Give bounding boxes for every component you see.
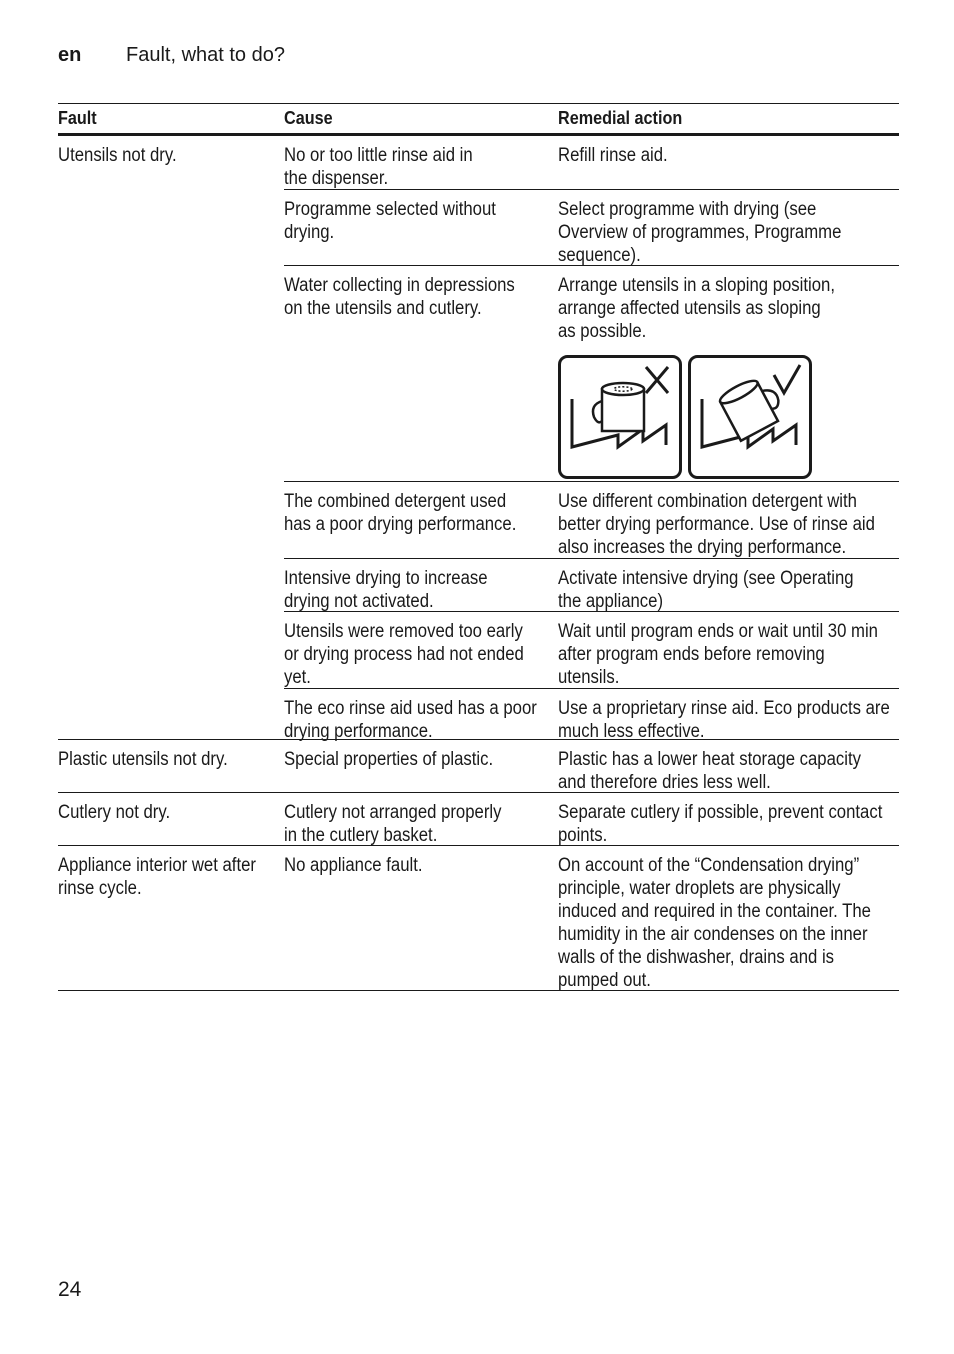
remedy-text: Arrange utensils in a sloping position, arrange affected utensils as sloping as possible. <box>558 275 835 342</box>
column-header-fault: Fault <box>58 108 97 128</box>
table-row <box>284 189 899 265</box>
table-row <box>284 688 899 742</box>
cause-cell: Cutlery not arranged properly in the cutlery basket. <box>284 802 502 846</box>
fault-cell: Utensils not dry. <box>58 145 177 166</box>
fault-table <box>58 103 899 991</box>
page-number: 24 <box>58 1278 82 1301</box>
table-row <box>284 481 899 558</box>
correct-cup-placement-icon <box>688 355 812 479</box>
column-header-remedial-action: Remedial action <box>558 108 683 128</box>
remedy-cell: Use different combination detergent with better drying performance. Use of rinse aid also increases the drying performance. <box>558 491 875 558</box>
table-row <box>284 793 899 845</box>
cause-cell: The eco rinse aid used has a poor drying performance. <box>284 698 537 742</box>
fault-cell: Cutlery not dry. <box>58 802 171 823</box>
cause-list <box>284 793 899 845</box>
cause-cell: No appliance fault. <box>284 855 423 876</box>
fault-group <box>58 846 899 991</box>
cause-list <box>284 740 899 792</box>
cause-cell: Special properties of plastic. <box>284 749 494 770</box>
section-title: Fault, what to do? <box>126 44 285 66</box>
fault-group <box>58 136 899 740</box>
remedy-cell-with-figures <box>558 274 899 475</box>
table-header <box>58 104 899 136</box>
remedy-cell: Refill rinse aid. <box>558 145 668 166</box>
remedy-cell: Activate intensive drying (see Operating the appliance) <box>558 568 854 612</box>
remedy-cell: Select programme with drying (see Overview of programmes, Programme sequence). <box>558 199 842 266</box>
table-row <box>284 136 899 189</box>
fault-cell: Plastic utensils not dry. <box>58 749 228 770</box>
table-row <box>284 740 899 792</box>
table-row <box>284 558 899 611</box>
cause-cell: Utensils were removed too early or drying process had not ended yet. <box>284 621 524 688</box>
page-header <box>58 44 285 67</box>
fault-group <box>58 793 899 846</box>
remedy-cell: Separate cutlery if possible, prevent contact points. <box>558 802 883 846</box>
cause-cell: The combined detergent used has a poor drying performance. <box>284 491 517 535</box>
fault-cell: Appliance interior wet after rinse cycle. <box>58 855 256 899</box>
table-row <box>284 611 899 688</box>
cause-list <box>284 136 899 742</box>
column-header-cause: Cause <box>284 108 333 128</box>
cause-cell: Intensive drying to increase drying not activated. <box>284 568 488 612</box>
fault-group <box>58 740 899 793</box>
cause-list <box>284 846 899 990</box>
cause-cell: Water collecting in depressions on the utensils and cutlery. <box>284 275 515 319</box>
wrong-cup-placement-icon <box>558 355 682 479</box>
remedy-cell: On account of the “Condensation drying” principle, water droplets are physically induced and required in the container. The humidity in the air condenses on the inner walls of the dishwasher, drains and is pumped out. <box>558 855 871 991</box>
table-row <box>284 846 899 990</box>
cause-cell: Programme selected without drying. <box>284 199 496 243</box>
remedy-cell: Plastic has a lower heat storage capacity and therefore dries less well. <box>558 749 861 793</box>
language-code: en <box>58 44 82 66</box>
table-row <box>284 265 899 481</box>
remedy-cell: Use a proprietary rinse aid. Eco products are much less effective. <box>558 698 890 742</box>
placement-figures <box>558 355 899 479</box>
cause-cell: No or too little rinse aid in the dispenser. <box>284 145 473 189</box>
remedy-cell: Wait until program ends or wait until 30 min after program ends before removing utensils. <box>558 621 878 688</box>
